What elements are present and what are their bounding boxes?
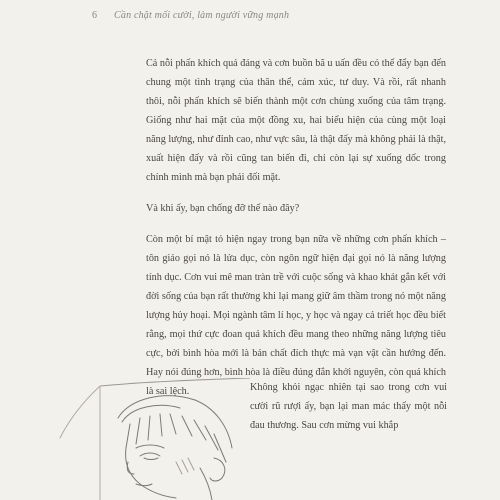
wrap-paragraph: Không khỏi ngạc nhiên tại sao trong cơn vui cười rũ rượi ấy, bạn lại man mác thấy một nỗi đau thương. Sau cơn mừng vui khắp — [250, 382, 447, 431]
page-number: 6 — [92, 10, 98, 21]
boy-face-sketch — [0, 378, 250, 500]
paragraph-1: Cả nỗi phấn khích quá đáng và cơn buồn bã u uấn đều có thể đẩy bạn đến chung một tình trạng của thân thể, cảm xúc, tư duy. Và rồi, rất nhanh thôi, nỗi phấn khích sẽ biến thành một cơn chùng xuống của tâm trạng. Giống như hai mặt của một đồng xu, hai biểu hiện của cùng một loại năng lượng, như đỉnh cao, như vực sâu, là thật đấy mà không phải là thật, xuất hiện đấy và rồi cũng tan biến đi, chỉ còn lại sự xuống dốc trong chính mình mà bạn phải đối mặt. — [146, 58, 446, 183]
paragraph-question: Và khi ấy, bạn chống đỡ thế nào đây? — [146, 203, 300, 214]
boy-illustration — [0, 378, 250, 500]
body-text — [146, 54, 446, 413]
running-title: Cần chặt mối cười, làm người vững mạnh — [114, 10, 290, 21]
paragraph-3: Còn một bí mật tỏ hiện ngay trong bạn nữa về những cơn phấn khích – tôn giáo gọi nó là lửa dục, còn ngôn ngữ hiện đại gọi nó là năng lượng tính dục. Cơn vui mê man tràn trề với cuộc sống và khao khát gắn kết với đời sống của bạn rất thường khi lại mang giữ âm thầm trong nó một năng lượng hủy hoại. Mọi ngành tâm lí học, y học và ngay cả triết học đều biết rằng, mọi thứ cực đoan quá khích đều mang theo những năng lượng tiêu cực, bởi bình hòa mới là bản chất đích thực mà vạn vật cần hướng đến. Hay nói đúng hơn, bình hòa là điều đúng đắn khởi nguyên, còn quá khích là sai lệch. — [146, 234, 446, 397]
